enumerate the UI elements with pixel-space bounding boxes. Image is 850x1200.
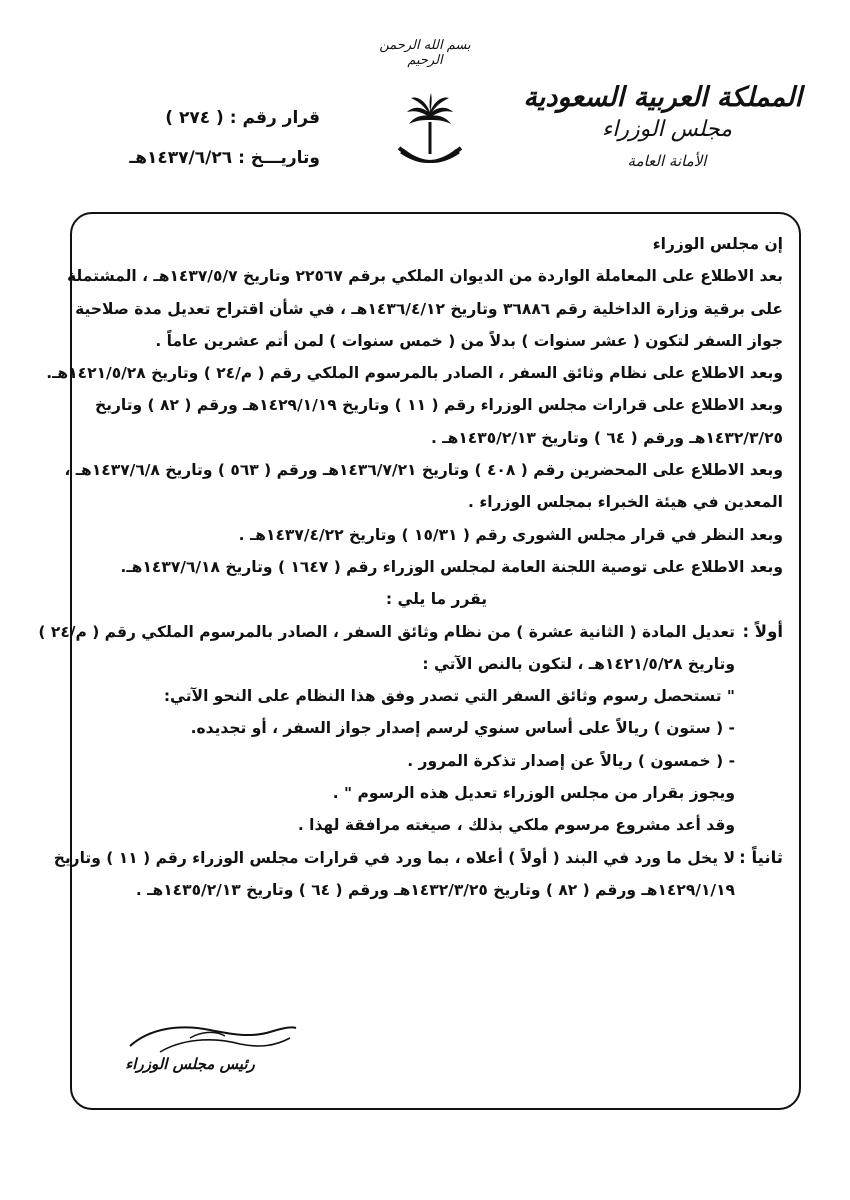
body-line: وبعد الاطلاع على توصية اللجنة العامة لمجلس الوزراء رقم ( ١٦٤٧ ) وتاريخ ١٤٣٧/٦/١٨هـ.	[120, 557, 783, 576]
item-line: ويجوز بقرار من مجلس الوزراء تعديل هذه الرسوم " .	[332, 784, 735, 803]
basmala: بسم الله الرحمن الرحيم	[379, 38, 471, 68]
signatory-title: رئيس مجلس الوزراء	[125, 1055, 255, 1073]
decides-heading: يقرر ما يلي :	[385, 590, 488, 609]
letterhead-issuer	[523, 82, 802, 170]
decision-date-row	[95, 138, 320, 178]
item-line: وقد أعد مشروع مرسوم ملكي بذلك ، صيغته مرافقة لهذا .	[297, 816, 735, 835]
item-line: - ( خمسون ) ريالاً عن إصدار تذكرة المرور .	[407, 751, 735, 770]
body-line: وبعد الاطلاع على المحضرين رقم ( ٤٠٨ ) وتاريخ ١٤٣٦/٧/٢١هـ ورقم ( ٥٦٣ ) وتاريخ ١٤٣٧/٦/٨هـ ،	[64, 461, 783, 480]
decision-body	[38, 228, 783, 906]
decision-number-row	[95, 98, 320, 138]
item-line: وتاريخ ١٤٢١/٥/٢٨هـ ، لتكون بالنص الآتي :	[422, 654, 735, 673]
body-line: بعد الاطلاع على المعاملة الواردة من الديوان الملكي برقم ٢٢٥٦٧ وتاريخ ١٤٣٧/٥/٧هـ ، المشتملة	[67, 267, 783, 286]
date-value: ١٤٣٧/٦/٢٦هـ	[129, 148, 233, 168]
item-first	[38, 616, 783, 842]
decision-info	[95, 98, 320, 178]
item-second-text	[54, 842, 735, 907]
item-second-label: ثانياً :	[739, 847, 783, 867]
body-line: على برقية وزارة الداخلية رقم ٣٦٨٨٦ وتاريخ ١٤٣٦/٤/١٢هـ ، في شأن اقتراح تعديل مدة صلاحية	[75, 299, 783, 318]
item-line: لا يخل ما ورد في البند ( أولاً ) أعلاه ، بما ورد في قرارات مجلس الوزراء رقم ( ١١ ) وتاريخ	[53, 848, 735, 867]
body-line: وبعد النظر في قرار مجلس الشورى رقم ( ١٥/٣١ ) وتاريخ ١٤٣٧/٤/٢٢هـ .	[238, 525, 783, 544]
body-line: وبعد الاطلاع على قرارات مجلس الوزراء رقم ( ١١ ) وتاريخ ١٤٢٩/١/١٩هـ ورقم ( ٨٢ ) وتاريخ	[94, 396, 783, 415]
kingdom-name: المملكة العربية السعودية	[523, 82, 802, 113]
saudi-emblem-icon	[395, 92, 465, 172]
body-line: وبعد الاطلاع على نظام وثائق السفر ، الصادر بالمرسوم الملكي رقم ( م/٢٤ ) وتاريخ ١٤٢١/٥/٢٨هـ.	[46, 364, 783, 383]
item-line: ١٤٢٩/١/١٩هـ ورقم ( ٨٢ ) وتاريخ ١٤٣٢/٣/٢٥هـ ورقم ( ٦٤ ) وتاريخ ١٤٣٥/٢/١٣هـ .	[135, 880, 735, 899]
item-line: - ( ستون ) ريالاً على أساس سنوي لرسم إصدار جواز السفر ، أو تجديده.	[190, 719, 735, 738]
date-label: وتاريـــخ :	[238, 148, 320, 168]
secretariat-name: الأمانة العامة	[627, 152, 707, 170]
body-line: جواز السفر لتكون ( عشر سنوات ) بدلاً من ( خمس سنوات ) لمن أتم عشرين عاماً .	[155, 331, 783, 350]
item-line: تعديل المادة ( الثانية عشرة ) من نظام وثائق السفر ، الصادر بالمرسوم الملكي رقم ( م/٢٤ )	[38, 622, 735, 641]
body-line: ١٤٣٢/٣/٢٥هـ ورقم ( ٦٤ ) وتاريخ ١٤٣٥/٢/١٣هـ .	[430, 428, 783, 447]
body-line: المعدين في هيئة الخبراء بمجلس الوزراء .	[468, 493, 783, 512]
item-first-label: أولاً :	[742, 621, 783, 641]
item-line: " تستحصل رسوم وثائق السفر التي تصدر وفق هذا النظام على النحو الآتي:	[163, 687, 735, 706]
opening-line: إن مجلس الوزراء	[652, 235, 783, 253]
item-second	[53, 842, 783, 907]
council-name: مجلس الوزراء	[601, 117, 733, 142]
decision-number: ( ٢٧٤ )	[165, 108, 224, 128]
decision-label: قرار رقم :	[229, 108, 320, 128]
item-first-text	[38, 616, 735, 842]
